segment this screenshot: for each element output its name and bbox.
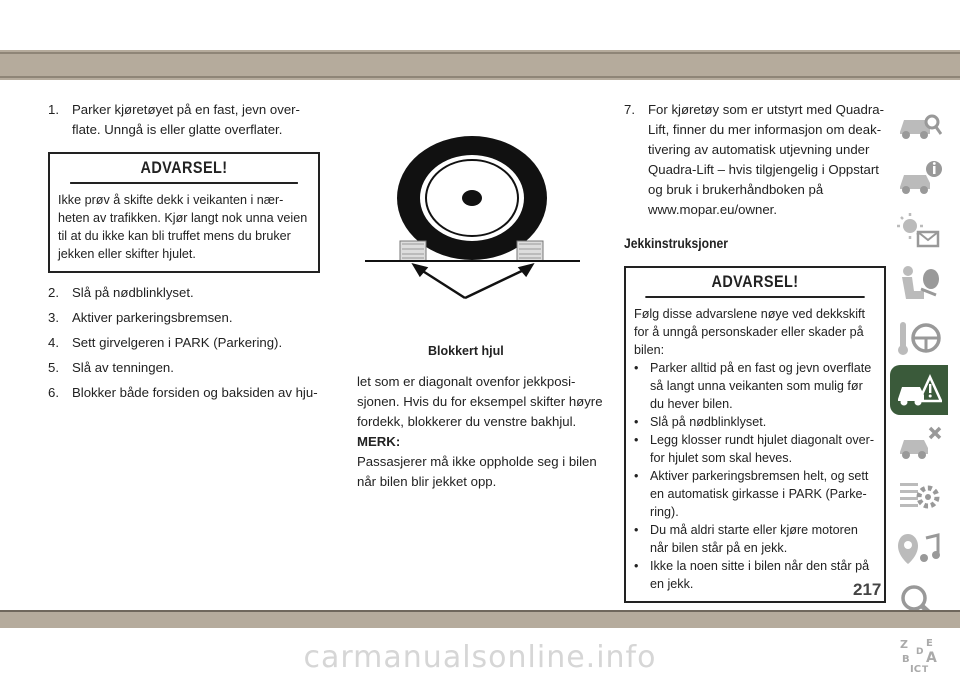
header-band [0,50,960,80]
warning-bullet: • Parker alltid på en fast og jevn overflate så langt unna veikanten som mulig før du hever bilen. [634,361,872,411]
bullet-text: Du må aldri starte eller kjøre motoren når bilen står på en jekk. [650,523,858,555]
warning-title: ADVARSEL! [70,154,298,184]
right-column [624,100,886,613]
warning-box [624,266,886,603]
warning-lights-message-icon [896,212,942,250]
tab-car-service[interactable] [890,418,948,468]
tab-seat-airbag[interactable] [890,259,948,309]
seat-airbag-icon [896,265,942,303]
step-text: Aktiver parkeringsbremsen. [72,310,233,325]
specifications-icon [896,477,942,515]
chapter-tabs [890,100,960,683]
step-text: Sett girvelgeren i PARK (Parkering). [72,335,283,350]
step-number: 3. [48,310,59,325]
step-6 [48,383,320,403]
warning-body [626,298,884,601]
page-number: 217 [853,580,882,599]
svg-text:E: E [926,638,933,649]
note-text: Passasjerer må ikke oppholde seg i bilen når bilen blir jekket opp. [357,454,597,489]
step-4 [48,333,320,353]
chock-arrows [414,265,532,298]
middle-column [357,372,607,492]
step-number: 2. [48,285,59,300]
warning-box [48,152,320,273]
note-label: MERK: [357,434,401,449]
wheel-chock-left [400,241,426,261]
car-info-icon [896,159,942,197]
car-search-icon [896,106,942,144]
step-text: Slå på nødblinklyset. [72,285,194,300]
bullet-text: Aktiver parkeringsbremsen helt, og sett en automatisk girkasse i PARK (Parke-ring). [650,469,869,519]
left-column [48,100,320,408]
step-7 [624,100,886,220]
svg-text:D: D [916,647,924,657]
tab-specifications[interactable] [890,471,948,521]
step-number: 1. [48,102,59,117]
svg-text:IC: IC [910,664,922,674]
bullet-text: Parker alltid på en fast og jevn overflate så langt unna veikanten som mulig før du hever bilen. [650,361,872,411]
step-number: 6. [48,385,59,400]
step-number: 7. [624,102,635,117]
step-number: 5. [48,360,59,375]
warning-bullet: • Legg klosser rundt hjulet diagonalt over-for hjulet som skal heves. [634,433,875,465]
roadside-emergency-icon [896,371,942,409]
footer-band [0,610,960,628]
svg-text:T: T [922,665,929,674]
wheel-chock-right [517,241,543,261]
tab-car-search[interactable] [890,100,948,150]
warning-intro: Følg disse advarslene nøye ved dekkskift for å unngå personskader eller skader på bilen: [634,307,865,357]
warning-bullet: • Ikke la noen sitte i bilen når den står på en jekk. [634,559,870,591]
warning-bullet: • Du må aldri starte eller kjøre motoren når bilen står på en jekk. [634,523,858,555]
svg-text:B: B [902,654,910,665]
step-3 [48,308,320,328]
warning-bullet: • Slå på nødblinklyset. [634,415,767,429]
step-1 [48,100,320,140]
warning-bullet: • Aktiver parkeringsbremsen helt, og sett en automatisk girkasse i PARK (Parke-ring). [634,469,869,519]
step-5 [48,358,320,378]
section-heading: Jekkinstruksjoner [624,236,729,251]
step-6-continuation: let som er diagonalt ovenfor jekkposi-sjonen. Hvis du for eksempel skifter høyre fordekk, blokkerer du venstre bakhjul. [357,374,603,429]
tab-car-info[interactable] [890,153,948,203]
step-text: Slå av tenningen. [72,360,174,375]
tab-warning-lights[interactable] [890,206,948,256]
blocked-wheel-diagram [360,128,590,308]
step-text: Parker kjøretøyet på en fast, jevn over-flate. Unngå is eller glatte overflater. [72,102,300,137]
tab-steering-controls[interactable] [890,312,948,362]
warning-title: ADVARSEL! [645,268,864,298]
tab-roadside-emergency[interactable] [890,365,948,415]
svg-text:Z: Z [900,638,908,651]
step-text: Blokker både forsiden og baksiden av hju- [72,385,318,400]
bullet-text: Legg klosser rundt hjulet diagonalt over-for hjulet som skal heves. [650,433,875,465]
watermark: carmanualsonline.info [303,640,657,675]
bullet-text: Slå på nødblinklyset. [650,415,767,429]
tab-multimedia[interactable] [890,524,948,574]
steering-controls-icon [896,318,942,356]
figure-caption: Blokkert hjul [428,344,504,358]
car-service-icon [896,424,942,462]
step-2 [48,283,320,303]
svg-text:A: A [926,650,937,666]
step-text: For kjøretøy som er utstyrt med Quadra-Lift, finner du mer informasjon om deak-tivering av automatisk utjevning under Quadra-Lift – hvis tilgjengelig i Oppstart og bruk i brukerhåndboken på www.mopar.eu/owner. [648,102,884,217]
warning-text: Ikke prøv å skifte dekk i veikanten i nær-heten av trafikken. Kjør langt nok unna veien til at du ikke kan bli truffet mens du bruker jekken eller skifter hjulet. [58,193,308,261]
multimedia-icon [896,530,942,568]
step-number: 4. [48,335,59,350]
bullet-text: Ikke la noen sitte i bilen når den står på en jekk. [650,559,870,591]
